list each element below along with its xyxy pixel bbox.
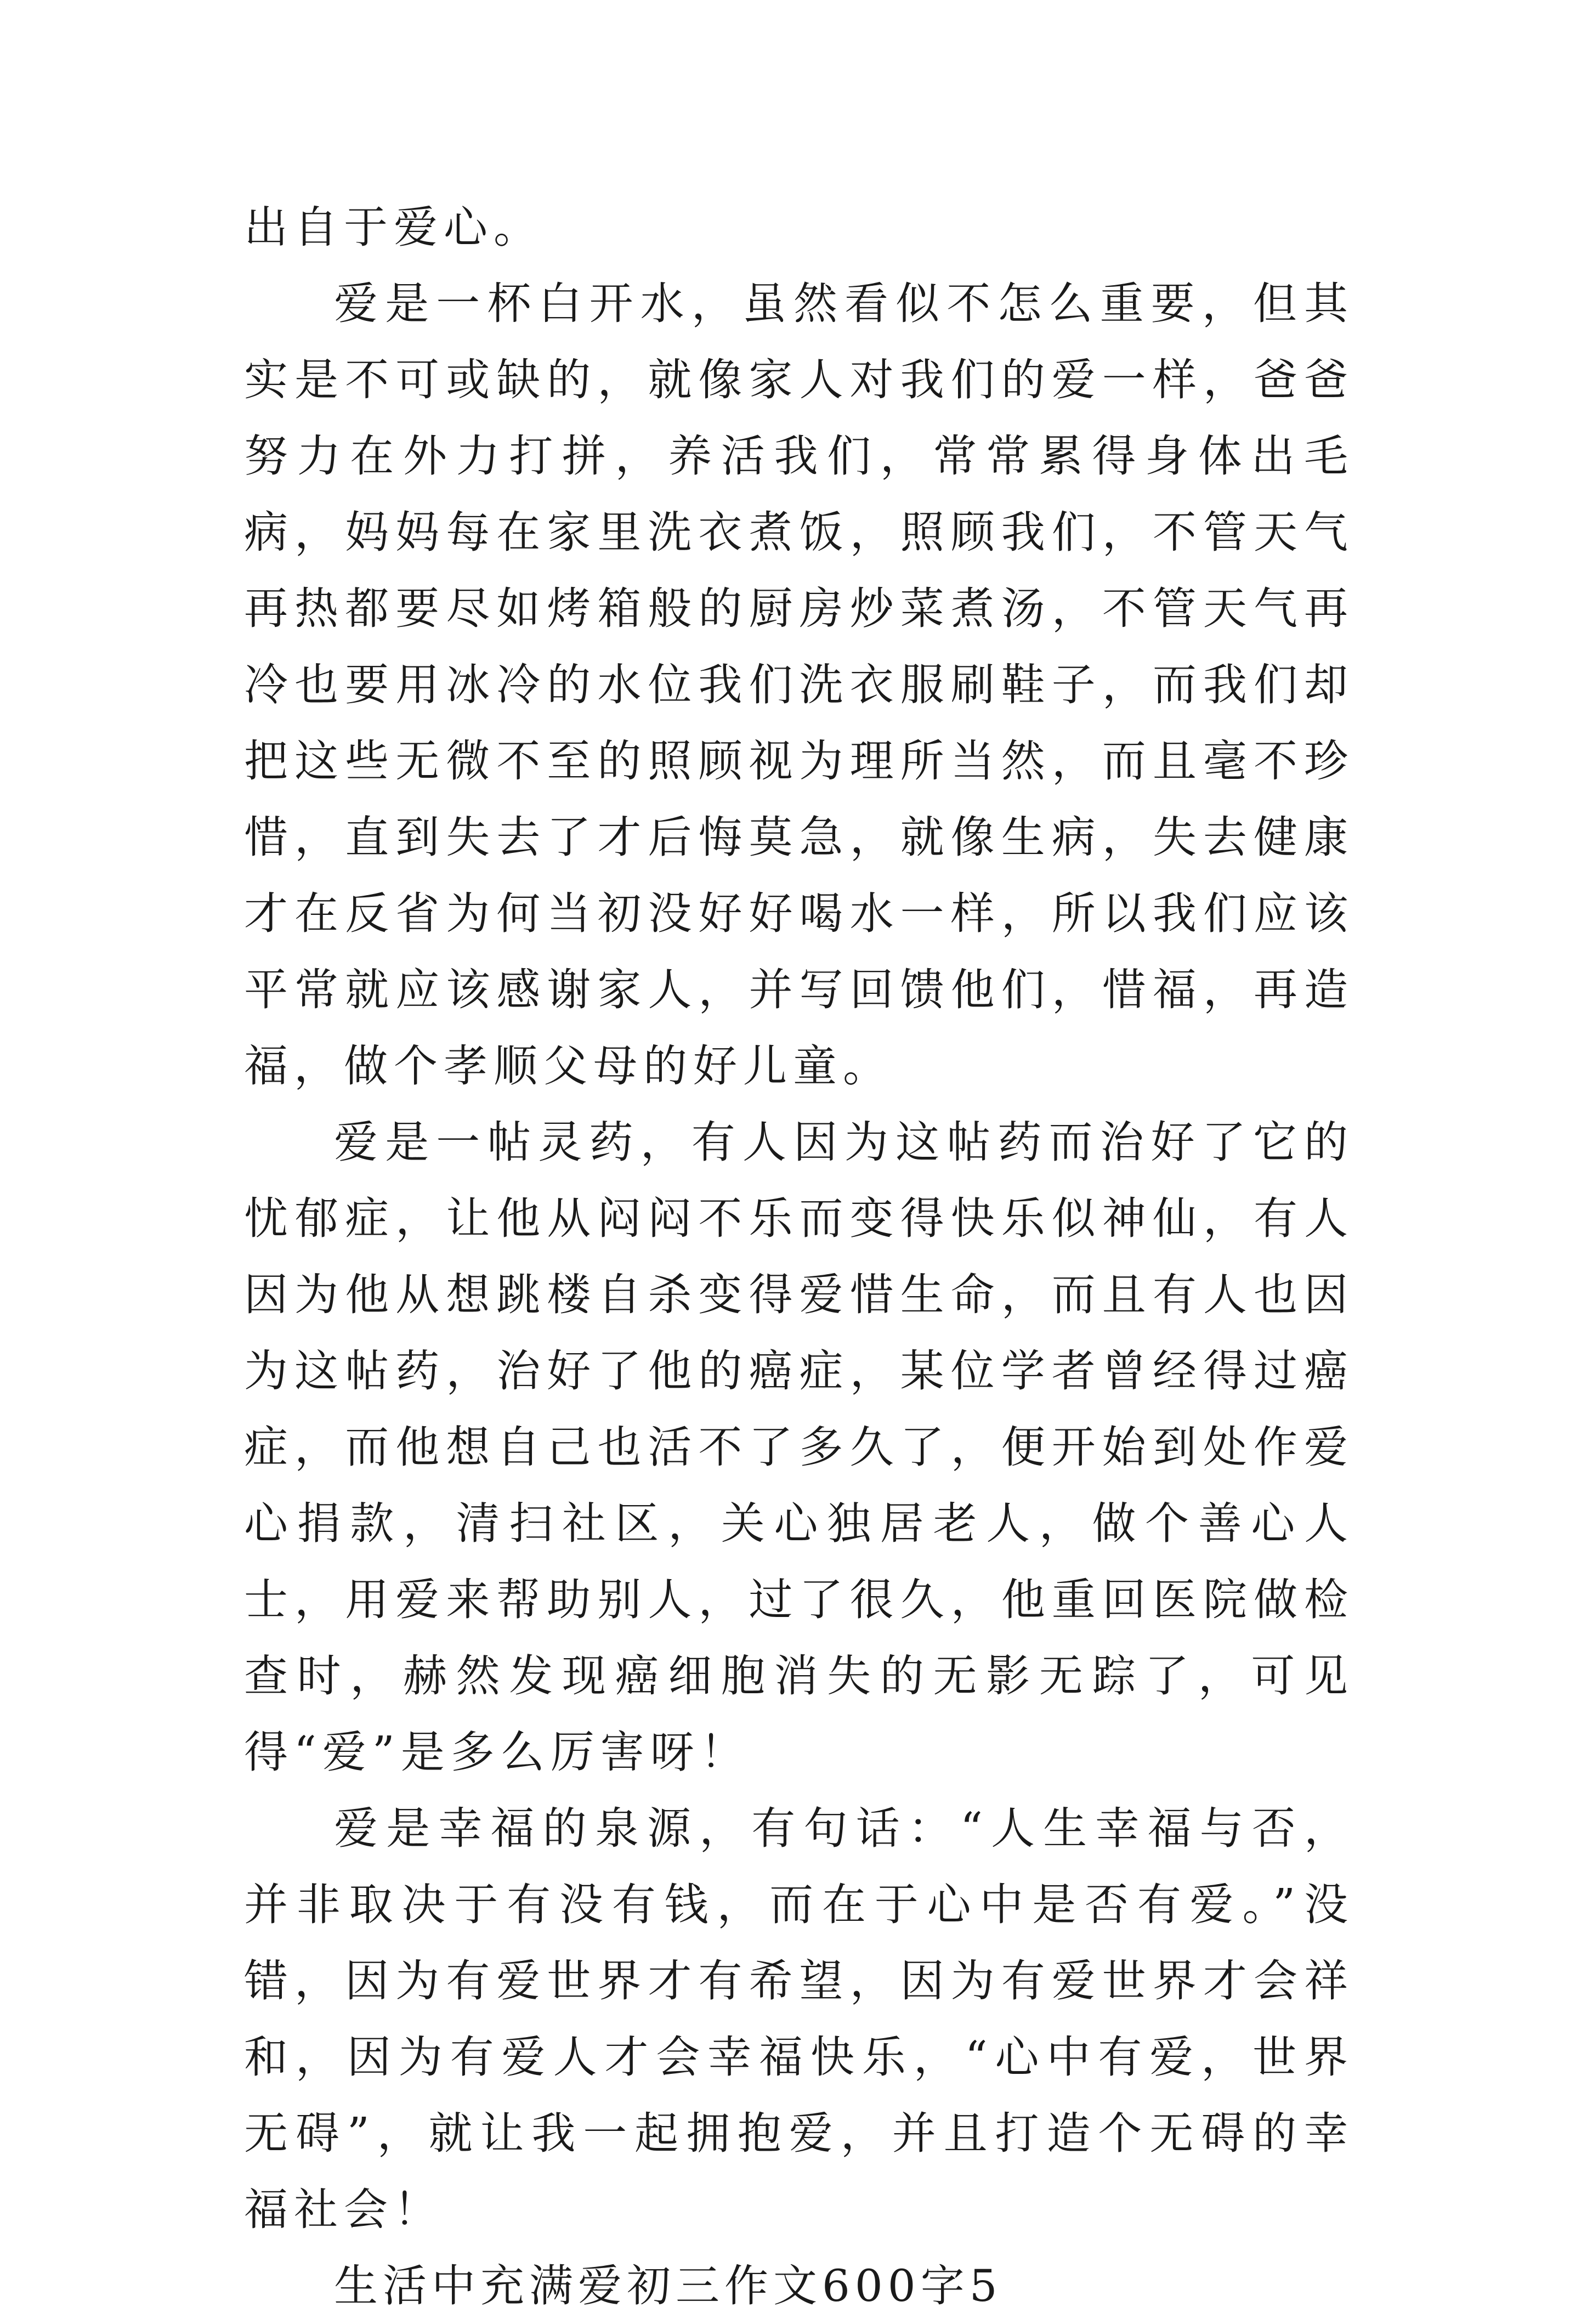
paragraph-source-of-happiness: 爱是幸福的泉源，有句话：“人生幸福与否，并非取决于有没有钱，而在于心中是否有爱。”没错，因为有爱世界才有希望，因为有爱世界才会祥和，因为有爱人才会幸福快乐，“心中有爱，世界无碍”，就让我一起拥抱爱，并且打造个无碍的幸福社会！ [244,1803,1354,2235]
essay-body [244,189,1354,2324]
paragraph-white-water: 爱是一杯白开水，虽然看似不怎么重要，但其实是不可或缺的，就像家人对我们的爱一样，爸爸努力在外力打拼，养活我们，常常累得身体出毛病，妈妈每在家里洗衣煮饭，照顾我们，不管天气再热都要尽如烤箱般的厨房炒菜煮汤，不管天气再冷也要用冰冷的水位我们洗衣服刷鞋子，而我们却把这些无微不至的照顾视为理所当然，而且毫不珍惜，直到失去了才后悔莫急，就像生病，失去健康才在反省为何当初没好好喝水一样，所以我们应该平常就应该感谢家人，并写回馈他们，惜福，再造福，做个孝顺父母的好儿童。 [244,278,1354,1092]
essay-title-next: 生活中充满爱初三作文600字5 [334,2260,1002,2311]
paragraph-closing-line: 出自于爱心。 [244,202,543,253]
paragraph-remedy: 爱是一帖灵药，有人因为这帖药而治好了它的忧郁症，让他从闷闷不乐而变得快乐似神仙，有人因为他从想跳楼自杀变得爱惜生命，而且有人也因为这帖药，治好了他的癌症，某位学者曾经得过癌症，而他想自己也活不了多久了，便开始到处作爱心捐款，清扫社区，关心独居老人，做个善心人士，用爱来帮助别人，过了很久，他重回医院做检查时，赫然发现癌细胞消失的无影无踪了，可见得“爱”是多么厉害呀！ [244,1117,1354,1778]
